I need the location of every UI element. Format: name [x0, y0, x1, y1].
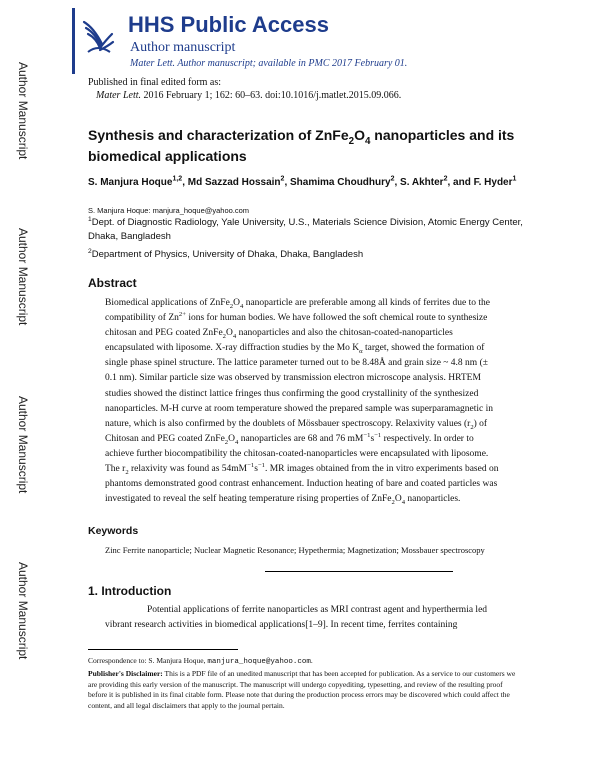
correspondence-text: Correspondence to: S. Manjura Hoque,	[88, 656, 208, 665]
author-sup: 2	[280, 175, 285, 183]
abstract-text: Biomedical applications of ZnFe	[105, 298, 230, 308]
abstract-text: s	[370, 433, 375, 444]
abstract-text: O	[228, 433, 235, 444]
title-text: nanoparticles and its biomedical applications	[88, 127, 515, 164]
abstract-text: nanoparticles and also the chitosan-coated-nanoparticles encapsulated with liposome. X-ray diffraction studies by the Mo K	[105, 328, 453, 354]
author-sup: 1,2	[172, 175, 183, 183]
author: , and F. Hyder	[447, 177, 513, 188]
disclaimer-label: Publisher's Disclaimer:	[88, 669, 163, 678]
affiliation-2	[88, 248, 538, 262]
author: , Shamima Choudhury	[284, 177, 391, 188]
abstract-text: nanoparticles are 68 and 76 mM	[238, 433, 364, 444]
abstract-text: nanoparticles.	[405, 494, 461, 505]
abstract-sub: 2	[125, 468, 129, 476]
author-list	[88, 176, 528, 189]
side-label-author-manuscript: Author Manuscript	[16, 228, 30, 326]
title-sub: 2	[348, 135, 355, 147]
disclaimer-text: This is a PDF file of an unedited manuscript that has been accepted for publication. As a service to our customers we are providing this early version of the manuscript. The manuscript will undergo copyediting, typesetting, and review of the resulting proof before it is published in its final citable form. Please note that during the production process errors may be discovered which could affect the content, and all legal disclaimers that apply to the journal pertain.	[88, 669, 516, 710]
affiliation-sup: 2	[88, 247, 92, 255]
abstract-sub: α	[359, 348, 363, 356]
keywords-list: Zinc Ferrite nanoparticle; Nuclear Magnetic Resonance; Hypethermia; Magnetization; Mossbauer spectroscopy	[105, 545, 485, 555]
abstract-sub: 4	[401, 499, 406, 507]
abstract-sup: −1	[257, 461, 265, 469]
abstract-sub: 4	[235, 438, 239, 446]
affiliation-sup: 1	[88, 215, 92, 223]
title-text: O	[354, 127, 365, 143]
availability-info: Mater Lett. Author manuscript; available in PMC 2017 February 01.	[130, 58, 408, 69]
affiliation-text: Dept. of Diagnostic Radiology, Yale University, U.S., Materials Science Division, Atomic Energy Center, Dhaka, Bangladesh	[88, 217, 523, 242]
abstract-sub: 2	[470, 423, 474, 431]
hhs-eagle-logo-icon	[80, 14, 116, 58]
author: S. Manjura Hoque	[88, 177, 173, 188]
abstract-sup: −1	[247, 461, 255, 469]
abstract-body	[105, 296, 500, 507]
citation-details: 2016 February 1; 162: 60–63. doi:10.1016/j.matlet.2015.09.066.	[141, 90, 402, 101]
introduction-heading: 1. Introduction	[88, 584, 172, 598]
introduction-text: Potential applications of ferrite nanoparticles as MRI contrast agent and hyperthermia led vibrant research activities in biomedical applications[1–9]. In recent time, ferrites containing	[105, 605, 488, 630]
abstract-sup: 2+	[178, 310, 186, 318]
abstract-text: s	[254, 464, 258, 475]
title-sub: 4	[364, 135, 371, 147]
paper-title	[88, 125, 528, 167]
keywords-heading: Keywords	[88, 525, 139, 537]
author: , S. Akhter	[394, 177, 444, 188]
citation	[96, 90, 401, 101]
author-sup: 2	[443, 175, 448, 183]
abstract-sub: 2	[222, 333, 226, 341]
author-sup: 1	[512, 175, 517, 183]
side-label-author-manuscript: Author Manuscript	[16, 562, 30, 660]
abstract-text: ions for human bodies. We have followed the soft chemical route to synthesize chitosan and PEG coated ZnFe	[105, 313, 488, 339]
section-divider	[265, 571, 453, 572]
correspondence-email-link[interactable]: manjura_hoque@yahoo.com	[207, 658, 311, 666]
abstract-sub: 4	[232, 333, 237, 341]
publisher-disclaimer	[88, 669, 518, 711]
abstract-sub: 2	[224, 438, 229, 446]
correspondence-note	[88, 656, 313, 666]
abstract-text: O	[226, 328, 233, 339]
title-text: Synthesis and characterization of ZnFe	[88, 127, 349, 143]
author-sup: 2	[390, 175, 395, 183]
abstract-sup: −1	[374, 431, 382, 439]
abstract-sub: 2	[229, 302, 234, 310]
author: , Md Sazzad Hossain	[182, 177, 281, 188]
abstract-text: O	[233, 298, 240, 308]
author-email: S. Manjura Hoque: manjura_hoque@yahoo.com	[88, 206, 250, 215]
abstract-text: respectively. In order to achieve further biocompatibility the chitosan-coated-nanoparticles were encapsulated with liposome. The r	[105, 433, 489, 475]
affiliation-text: Department of Physics, University of Dhaka, Dhaka, Bangladesh	[91, 249, 364, 260]
side-label-author-manuscript: Author Manuscript	[16, 396, 30, 494]
correspondence-text: .	[310, 656, 313, 665]
abstract-text: ) of Chitosan and PEG coated ZnFe	[105, 418, 488, 444]
abstract-sup: −1	[363, 431, 371, 439]
journal-name: Mater Lett.	[96, 90, 141, 101]
abstract-text: relaxivity was found as 54mM	[128, 464, 248, 475]
affiliation-1	[88, 216, 538, 244]
abstract-text: nanoparticle are preferable among all kinds of ferrites due to the compatibility of Zn	[105, 298, 490, 324]
abstract-text: . MR images obtained from the in vitro experiments based on phantoms demonstrated good contrast enhancement. Induction heating of bare and coated particles was investigated to reveal the self heating temperature rising properties of ZnFe	[105, 464, 499, 505]
abstract-text: O	[394, 494, 402, 505]
hhs-public-access-title: HHS Public Access	[128, 12, 329, 37]
abstract-heading: Abstract	[88, 276, 137, 290]
abstract-text: target, showed the formation of single phase spinel structure. The lattice parameter turned out to be 8.48Å and grain size ~ 4.8 nm (± 0.1 nm). Similar particle size was observed by transmission electron microscope analysis. HRTEM studies showed the distinct lattice fringes thus confirming the good crystallinity of the synthesized nanoparticles. M-H curve at room temperature showed the prepared sample was superparamagnetic in nature, which is also confirmed by the doublets of Mössbauer spectroscopy. Relaxivity values (r	[105, 343, 494, 429]
author-manuscript-subtitle: Author manuscript	[130, 40, 236, 55]
published-label: Published in final edited form as:	[88, 77, 222, 88]
header-accent-bar	[72, 8, 75, 74]
abstract-sub: 2	[391, 499, 395, 507]
abstract-sub: 4	[240, 302, 244, 310]
footnote-rule	[88, 649, 238, 650]
side-label-author-manuscript: Author Manuscript	[16, 62, 30, 160]
